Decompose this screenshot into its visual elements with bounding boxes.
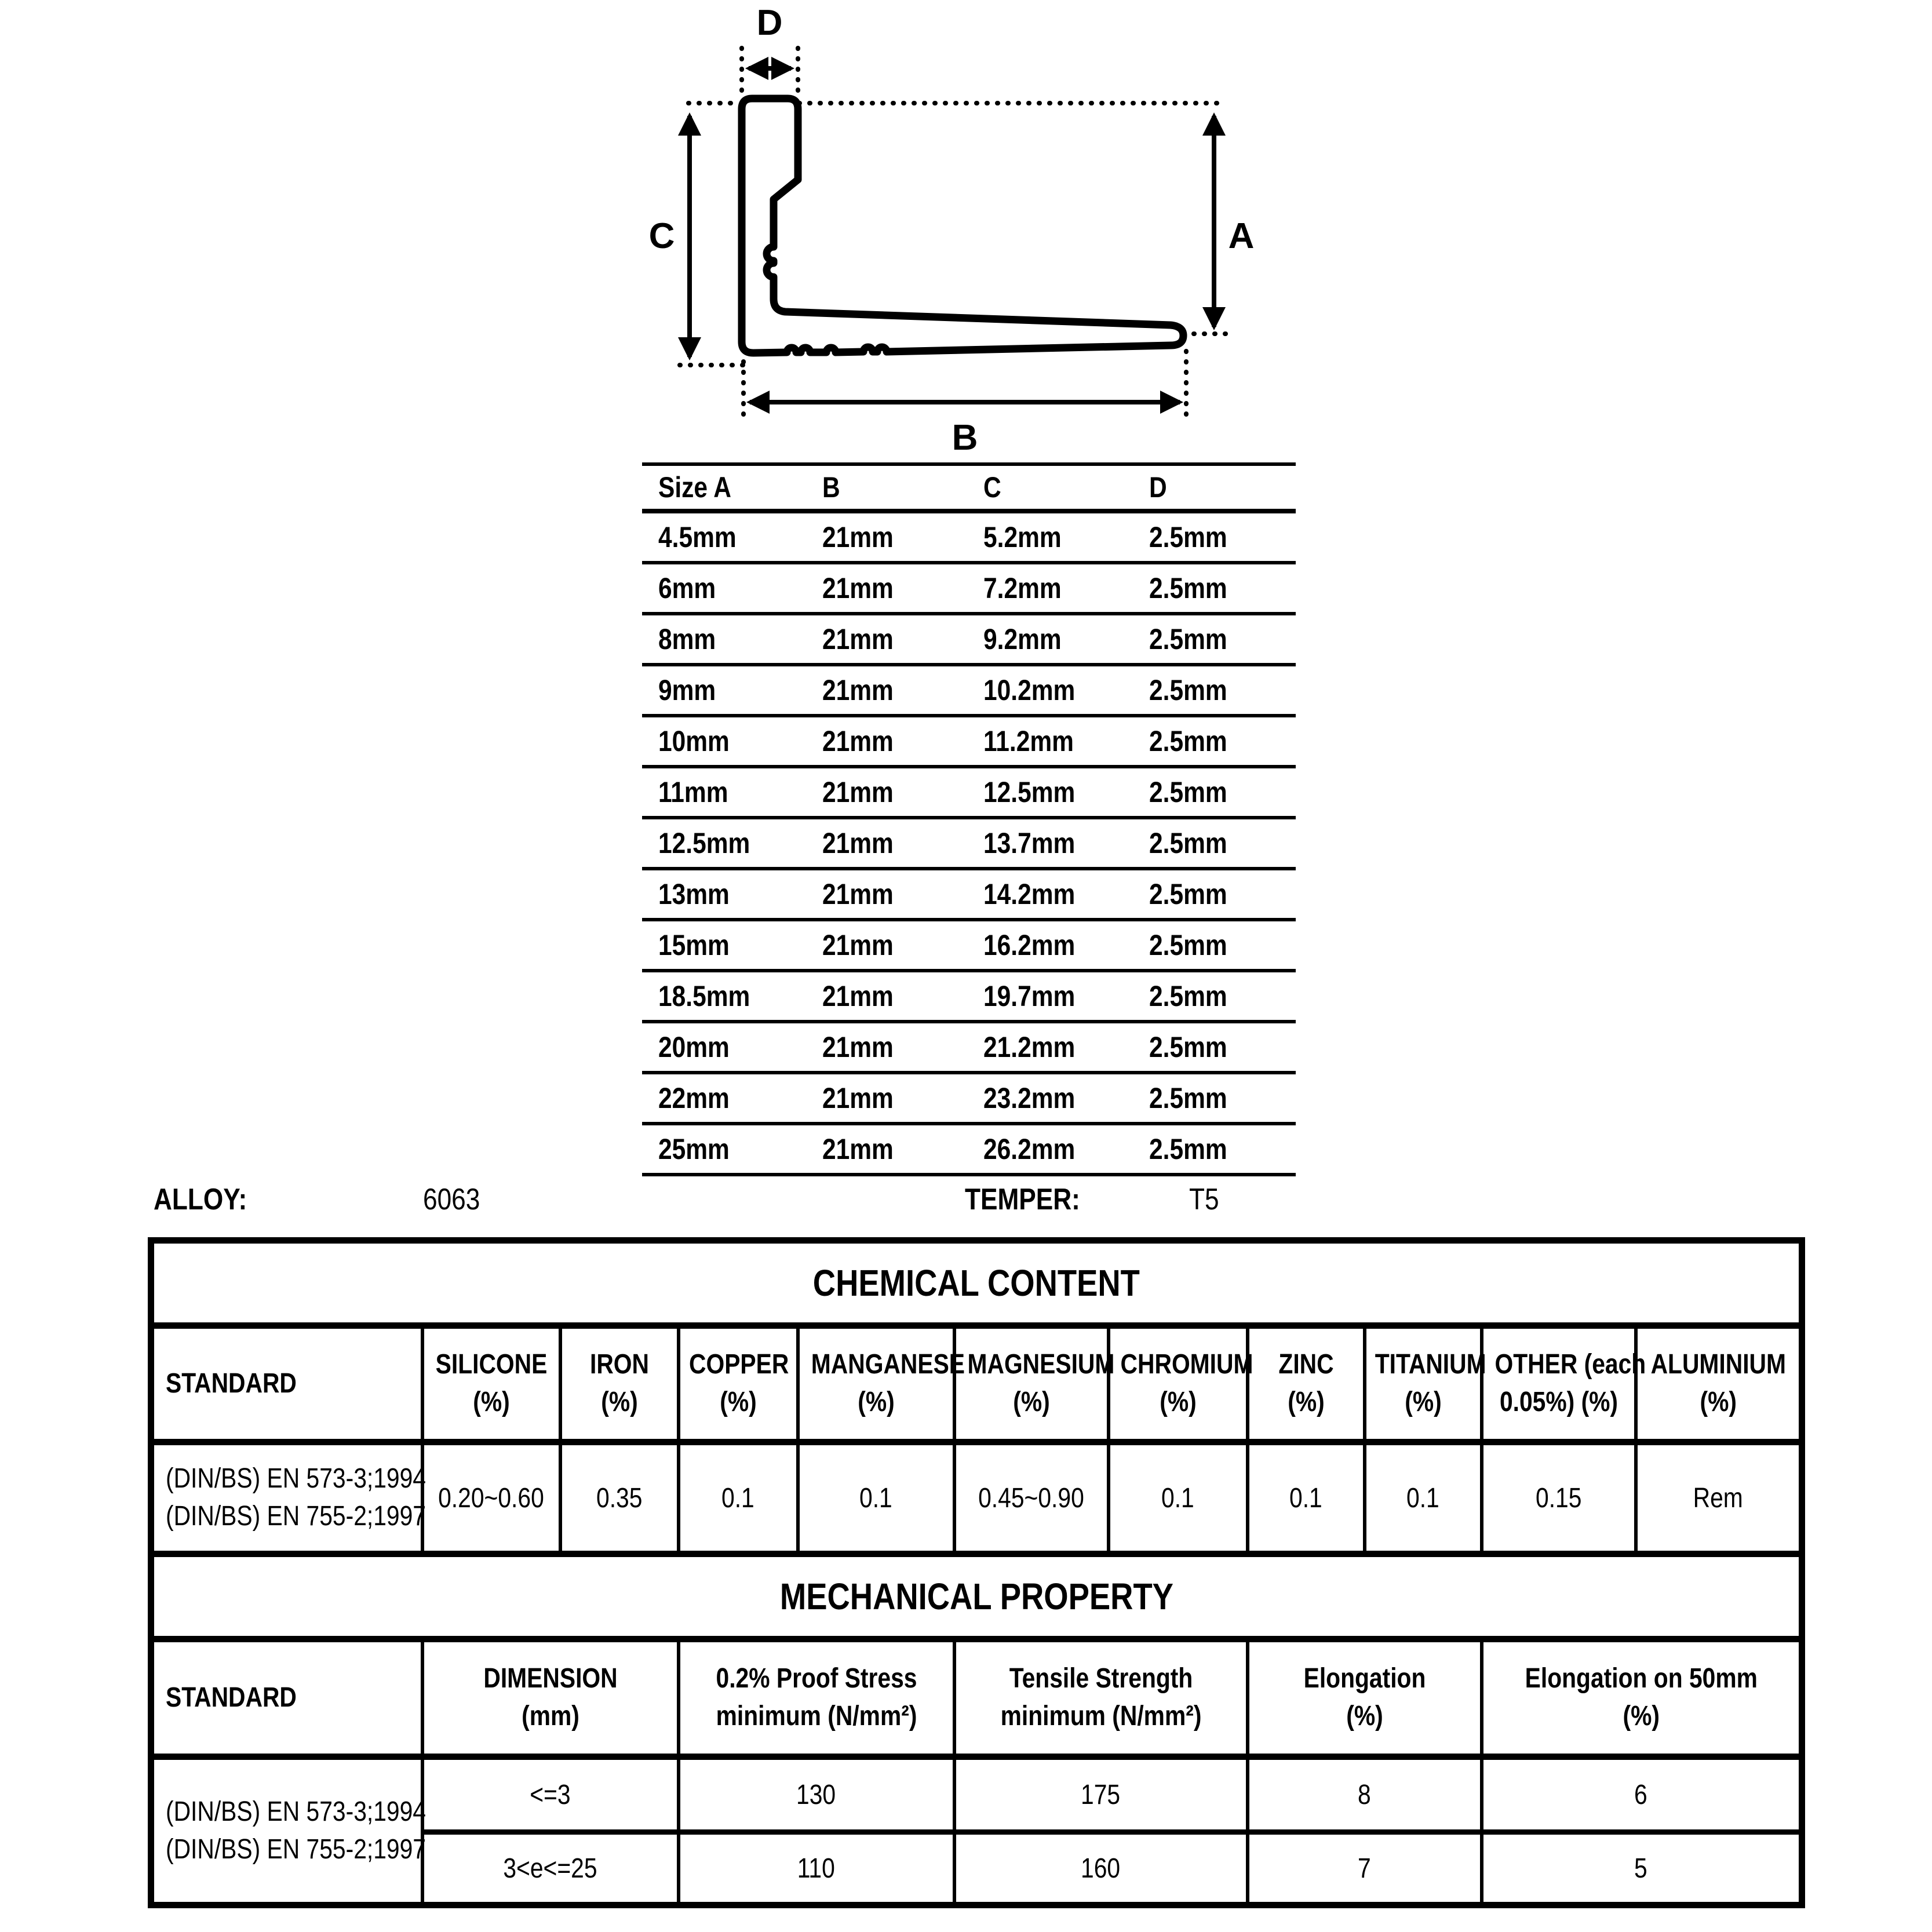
chemical-title: CHEMICAL CONTENT <box>151 1241 1802 1326</box>
chemical-header-copper: COPPER (%) <box>679 1326 798 1442</box>
chemical-value-other: 0.15 <box>1482 1442 1636 1554</box>
size-row: 22mm 21mm 23.2mm 2.5mm <box>642 1073 1296 1124</box>
size-row: 15mm 21mm 16.2mm 2.5mm <box>642 920 1296 971</box>
chemical-header-other: OTHER (each 0.05%) (%) <box>1482 1326 1636 1442</box>
mech-r2-elongation: 7 <box>1248 1832 1482 1905</box>
chemical-header-row <box>151 1326 1802 1442</box>
chemical-header-chromium: CHROMIUM (%) <box>1109 1326 1248 1442</box>
mechanical-title: MECHANICAL PROPERTY <box>151 1554 1802 1639</box>
temper-label: TEMPER: <box>965 1183 1080 1216</box>
size-col-header-a: Size A <box>642 464 806 511</box>
mech-r1-proof-stress: 130 <box>679 1757 954 1832</box>
size-col-header-c: C <box>967 464 1133 511</box>
size-row: 12.5mm 21mm 13.7mm 2.5mm <box>642 818 1296 869</box>
size-col-header-b: B <box>806 464 967 511</box>
dim-label-B: B <box>952 418 978 457</box>
chemical-data-row <box>151 1442 1802 1554</box>
chemical-value-iron: 0.35 <box>560 1442 679 1554</box>
chemical-header-zinc: ZINC (%) <box>1248 1326 1365 1442</box>
chemical-value-copper: 0.1 <box>679 1442 798 1554</box>
alloy-value: 6063 <box>423 1183 480 1216</box>
mechanical-header-tensile-strength: Tensile Strength minimum (N/mm²) <box>954 1639 1248 1757</box>
chemical-value-titanium: 0.1 <box>1365 1442 1482 1554</box>
mechanical-standard-value: (DIN/BS) EN 573-3;1994 (DIN/BS) EN 755-2;1997 <box>151 1757 422 1905</box>
chemical-header-silicone: SILICONE (%) <box>422 1326 560 1442</box>
spec-table <box>148 1237 1805 1908</box>
chemical-value-zinc: 0.1 <box>1248 1442 1365 1554</box>
size-row: 9mm 21mm 10.2mm 2.5mm <box>642 665 1296 716</box>
mechanical-title-row <box>151 1554 1802 1639</box>
profile-diagram <box>626 5 1310 457</box>
chemical-title-row <box>151 1241 1802 1326</box>
chemical-value-magnesium: 0.45~0.90 <box>954 1442 1109 1554</box>
chemical-header-iron: IRON (%) <box>560 1326 679 1442</box>
mechanical-header-proof-stress: 0.2% Proof Stress minimum (N/mm²) <box>679 1639 954 1757</box>
chemical-header-titanium: TITANIUM (%) <box>1365 1326 1482 1442</box>
size-row: 10mm 21mm 11.2mm 2.5mm <box>642 716 1296 767</box>
mech-r2-proof-stress: 110 <box>679 1832 954 1905</box>
size-row: 6mm 21mm 7.2mm 2.5mm <box>642 563 1296 614</box>
chemical-standard-value: (DIN/BS) EN 573-3;1994 (DIN/BS) EN 755-2;1997 <box>151 1442 422 1554</box>
size-row: 13mm 21mm 14.2mm 2.5mm <box>642 869 1296 920</box>
chemical-value-silicone: 0.20~0.60 <box>422 1442 560 1554</box>
mech-r1-elongation-50: 6 <box>1482 1757 1802 1832</box>
size-row: 8mm 21mm 9.2mm 2.5mm <box>642 614 1296 665</box>
dim-label-C: C <box>648 216 675 256</box>
mechanical-header-row <box>151 1639 1802 1757</box>
dim-label-A: A <box>1228 216 1255 256</box>
mech-r1-elongation: 8 <box>1248 1757 1482 1832</box>
profile-outline <box>742 99 1183 353</box>
mech-r1-dimension: <=3 <box>422 1757 679 1832</box>
size-row: 25mm 21mm 26.2mm 2.5mm <box>642 1124 1296 1175</box>
mechanical-header-dimension: DIMENSION (mm) <box>422 1639 679 1757</box>
size-table-header-row <box>642 464 1296 511</box>
chemical-header-aluminium: ALUMINIUM (%) <box>1636 1326 1802 1442</box>
size-row: 18.5mm 21mm 19.7mm 2.5mm <box>642 971 1296 1022</box>
temper-value: T5 <box>1189 1183 1219 1216</box>
dim-label-D: D <box>756 5 783 43</box>
chemical-header-magnesium: MAGNESIUM (%) <box>954 1326 1109 1442</box>
mech-r2-tensile: 160 <box>954 1832 1248 1905</box>
mechanical-header-elongation-50mm: Elongation on 50mm (%) <box>1482 1639 1802 1757</box>
chemical-value-manganese: 0.1 <box>798 1442 954 1554</box>
alloy-label: ALLOY: <box>154 1183 247 1216</box>
mech-r2-elongation-50: 5 <box>1482 1832 1802 1905</box>
size-row: 20mm 21mm 21.2mm 2.5mm <box>642 1022 1296 1073</box>
mech-r1-tensile: 175 <box>954 1757 1248 1832</box>
size-table-grid <box>642 462 1296 1176</box>
chemical-header-manganese: MANGANESE (%) <box>798 1326 954 1442</box>
mech-r2-dimension: 3<e<=25 <box>422 1832 679 1905</box>
size-row: 4.5mm 21mm 5.2mm 2.5mm <box>642 511 1296 563</box>
chemical-value-aluminium: Rem <box>1636 1442 1802 1554</box>
chemical-value-chromium: 0.1 <box>1109 1442 1248 1554</box>
mechanical-header-elongation: Elongation (%) <box>1248 1639 1482 1757</box>
spec-table-grid <box>148 1237 1805 1908</box>
mechanical-data-row-1 <box>151 1757 1802 1832</box>
size-col-header-d: D <box>1133 464 1296 511</box>
alloy-temper-line <box>0 1182 1932 1223</box>
mechanical-header-standard: STANDARD <box>151 1639 422 1757</box>
size-table <box>642 462 1296 1176</box>
profile-diagram-svg <box>626 5 1310 457</box>
chemical-header-standard: STANDARD <box>151 1326 422 1442</box>
size-row: 11mm 21mm 12.5mm 2.5mm <box>642 767 1296 818</box>
